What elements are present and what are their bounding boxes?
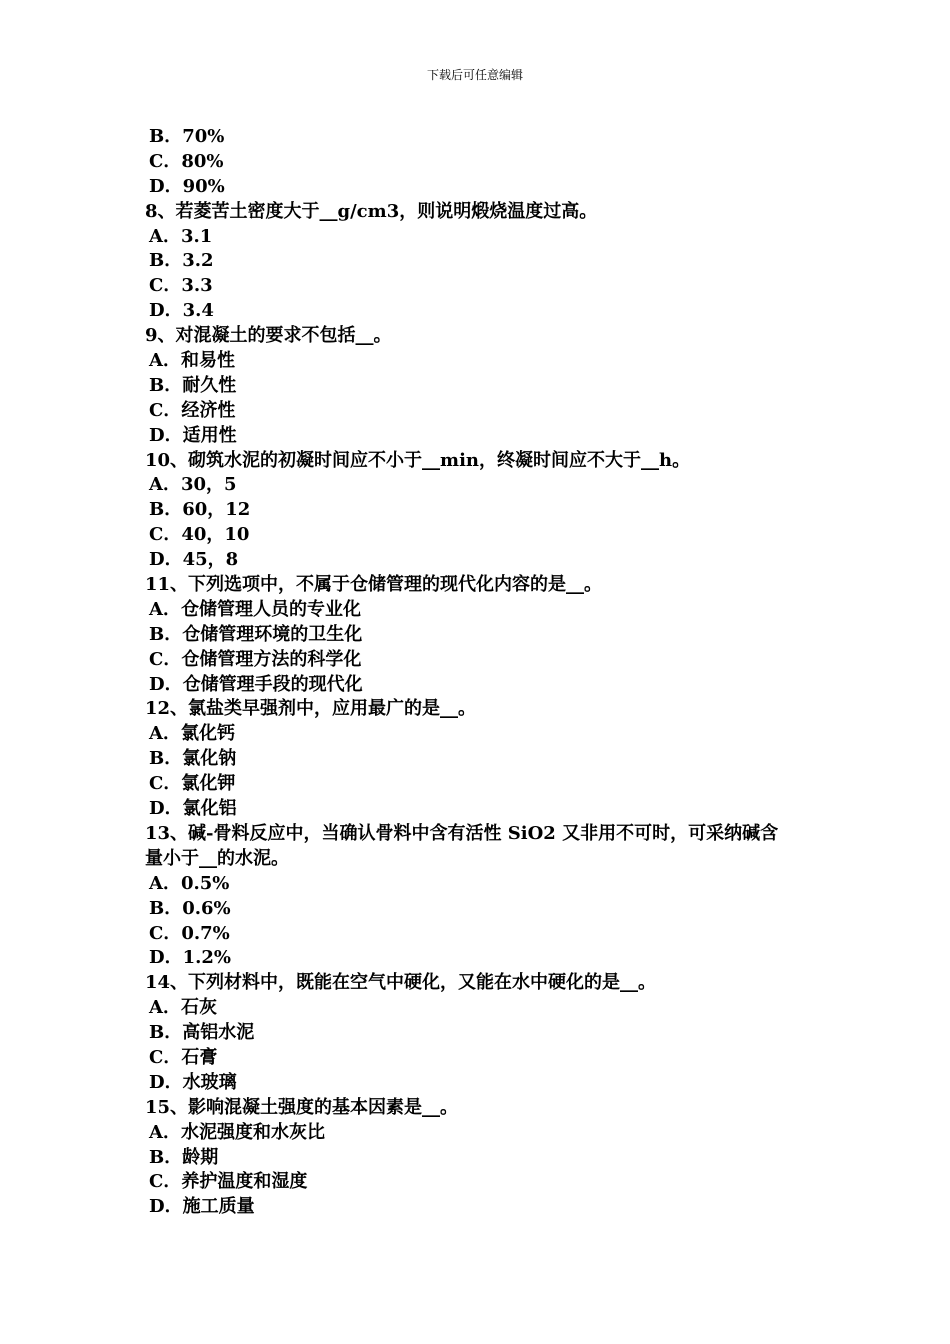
answer-option: C．氯化钾 — [149, 773, 236, 795]
answer-option: A．和易性 — [149, 350, 235, 372]
answer-option: A．0.5% — [149, 872, 230, 894]
answer-option: B．龄期 — [149, 1146, 219, 1168]
answer-option: C．养护温度和湿度 — [149, 1171, 308, 1193]
question-text: 12、氯盐类早强剂中，应用最广的是__。 — [145, 698, 477, 720]
answer-option: D．氯化铝 — [149, 798, 237, 820]
answer-option: D．90% — [149, 175, 225, 197]
answer-option: B．0.6% — [149, 897, 231, 919]
answer-option: C．0.7% — [149, 922, 230, 944]
page-header: 下载后可任意编辑 — [426, 68, 523, 82]
answer-option: C．经济性 — [149, 399, 236, 421]
answer-option: C．40，10 — [149, 524, 250, 546]
question-text: 10、砌筑水泥的初凝时间应不小于__min，终凝时间应不大于__h。 — [145, 449, 691, 471]
answer-option: D．水玻璃 — [149, 1071, 237, 1093]
answer-option: D．施工质量 — [149, 1196, 255, 1218]
answer-option: C．石膏 — [149, 1046, 218, 1068]
answer-option: D．45，8 — [149, 549, 239, 571]
question-text: 9、对混凝土的要求不包括__。 — [145, 325, 392, 347]
answer-option: A．仓储管理人员的专业化 — [149, 598, 361, 620]
answer-option: C．仓储管理方法的科学化 — [149, 648, 362, 670]
answer-option: B．70% — [149, 126, 225, 147]
question-text: 量小于__的水泥。 — [145, 847, 289, 869]
answer-option: B．氯化钠 — [149, 748, 237, 770]
answer-option: A．氯化钙 — [149, 723, 235, 745]
question-list — [145, 125, 815, 1220]
answer-option: D．仓储管理手段的现代化 — [149, 673, 363, 695]
answer-option: C．80% — [149, 150, 224, 172]
question-text: 15、影响混凝土强度的基本因素是__。 — [145, 1096, 459, 1118]
answer-option: B．耐久性 — [149, 374, 237, 396]
answer-option: B．高铝水泥 — [149, 1022, 255, 1044]
answer-option: B．仓储管理环境的卫生化 — [149, 623, 363, 645]
answer-option: A．石灰 — [149, 997, 217, 1019]
answer-option: A．3.1 — [149, 225, 213, 247]
question-text: 11、下列选项中，不属于仓储管理的现代化内容的是__。 — [145, 574, 603, 596]
question-text: 13、碱-骨料反应中，当确认骨料中含有活性 SiO2 又非用不可时，可采纳碱含 — [145, 822, 779, 844]
answer-option: C．3.3 — [149, 275, 213, 297]
answer-option: D．3.4 — [149, 300, 214, 322]
question-text: 14、下列材料中，既能在空气中硬化，又能在水中硬化的是__。 — [145, 972, 657, 994]
answer-option: A．水泥强度和水灰比 — [149, 1121, 325, 1143]
answer-option: B．3.2 — [149, 250, 214, 272]
answer-option: A．30，5 — [149, 474, 237, 496]
answer-option: D．1.2% — [149, 947, 232, 969]
answer-option: B．60，12 — [149, 499, 251, 521]
answer-option: D．适用性 — [149, 424, 237, 446]
question-text: 8、若菱苦土密度大于__g/cm3，则说明煅烧温度过高。 — [145, 200, 598, 222]
